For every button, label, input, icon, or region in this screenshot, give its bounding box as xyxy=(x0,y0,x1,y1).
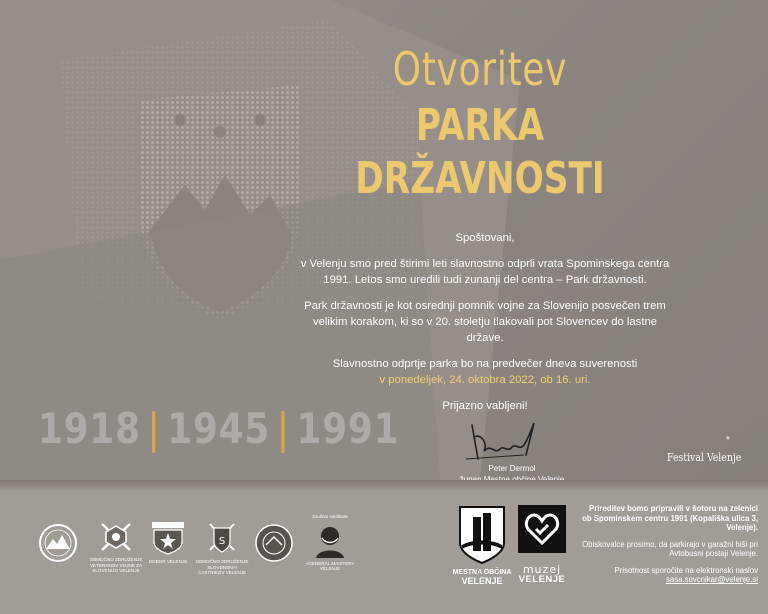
veteran-badge-icon xyxy=(96,520,136,554)
museum-name: muzej xyxy=(522,563,562,576)
partner-logo-5 xyxy=(246,523,302,566)
municipality-logo xyxy=(452,505,512,586)
museum-logo xyxy=(516,505,568,585)
letter-event-text: Slavnostno odprtje parka bo na predvečer dneva suverenosti xyxy=(332,358,638,370)
portrait-icon xyxy=(312,522,348,558)
municipality-crest-icon xyxy=(458,505,506,565)
municipality-line-2: VELENJE xyxy=(461,576,503,586)
museum-heart-icon xyxy=(518,505,566,553)
title-line-2: PARKA xyxy=(415,100,545,151)
swords-shield-icon xyxy=(202,520,242,556)
info-rsvp xyxy=(578,566,758,585)
festival-star-icon: * xyxy=(726,435,730,446)
partner-logo-3: ODBOR VELENJE xyxy=(140,520,196,565)
partner-logo-1 xyxy=(30,523,86,566)
info-rsvp-text: Prisotnost sporočite na elektronski naslov xyxy=(614,565,758,575)
year-separator: | xyxy=(147,404,161,453)
mountain-seal-icon xyxy=(36,523,80,563)
info-venue: Prireditev bomo pripravili v šotoru na zelenici ob Spominskem centru 1991 (Kopališka ulica 3, Velenje). xyxy=(582,504,758,532)
invitation-letter xyxy=(300,230,670,424)
title-line-3: DRŽAVNOSTI xyxy=(355,153,605,204)
letter-greeting: Spoštovani, xyxy=(455,232,515,244)
partner-logo-2: OBMOČNO ZDRUŽENJE VETERANOV VOJNE ZA SLOVENIJO VELENJE xyxy=(88,520,144,574)
star-shield-icon xyxy=(148,520,188,556)
year-1945: 1945 xyxy=(167,404,271,453)
letter-event-date: v ponedeljek, 24. oktobra 2022, ob 16. uri. xyxy=(379,374,591,386)
title-line-1: Otvoritev xyxy=(392,42,568,96)
rsvp-email-link[interactable]: sasa.sevcnikar@velenje.si xyxy=(666,575,758,584)
signer-name: Peter Dermol xyxy=(488,464,536,473)
museum-place: VELENJE xyxy=(518,574,566,585)
partner-logo-4: S OBMOČNO ZDRUŽENJE SLOVENSKIH ČASTNIKOV VELENJE xyxy=(194,520,250,576)
letter-paragraph-3 xyxy=(300,356,670,388)
letter-closing: Prijazno vabljeni! xyxy=(442,400,528,412)
portrait-caption-top: Društvo sindikata xyxy=(312,514,348,519)
letter-paragraph-1: v Velenju smo pred štirimi leti slavnostno odprli vrata Spominskega centra 1991. Letos smo uredili tudi zunanji del centra – Park državnosti. xyxy=(300,258,670,286)
festival-logo: Festival Velenje xyxy=(667,451,742,464)
partner-logo-6: Društvo sindikata »GENERAL MAISTER« VELENJE xyxy=(302,514,358,572)
year-separator: | xyxy=(276,404,290,453)
year-1918: 1918 xyxy=(38,404,141,453)
year-1991: 1991 xyxy=(296,404,400,453)
wreath-seal-icon xyxy=(252,523,296,563)
letter-paragraph-2: Park državnosti je kot osrednji pomnik vojne za Slovenijo posvečen trem velikim korakom, ki so v 20. stoletju tlakovali pot Slovencev do lastne države. xyxy=(304,300,666,344)
municipality-line-1: MESTNA OBČINA xyxy=(452,568,512,576)
event-info xyxy=(578,504,758,592)
svg-text:S: S xyxy=(218,536,226,547)
years-row xyxy=(38,404,399,453)
signature-icon xyxy=(464,415,544,465)
info-parking: Obiskovalce prosimo, da parkirajo v garažni hiši pri Avtobusni postaji Velenje. xyxy=(582,539,758,558)
